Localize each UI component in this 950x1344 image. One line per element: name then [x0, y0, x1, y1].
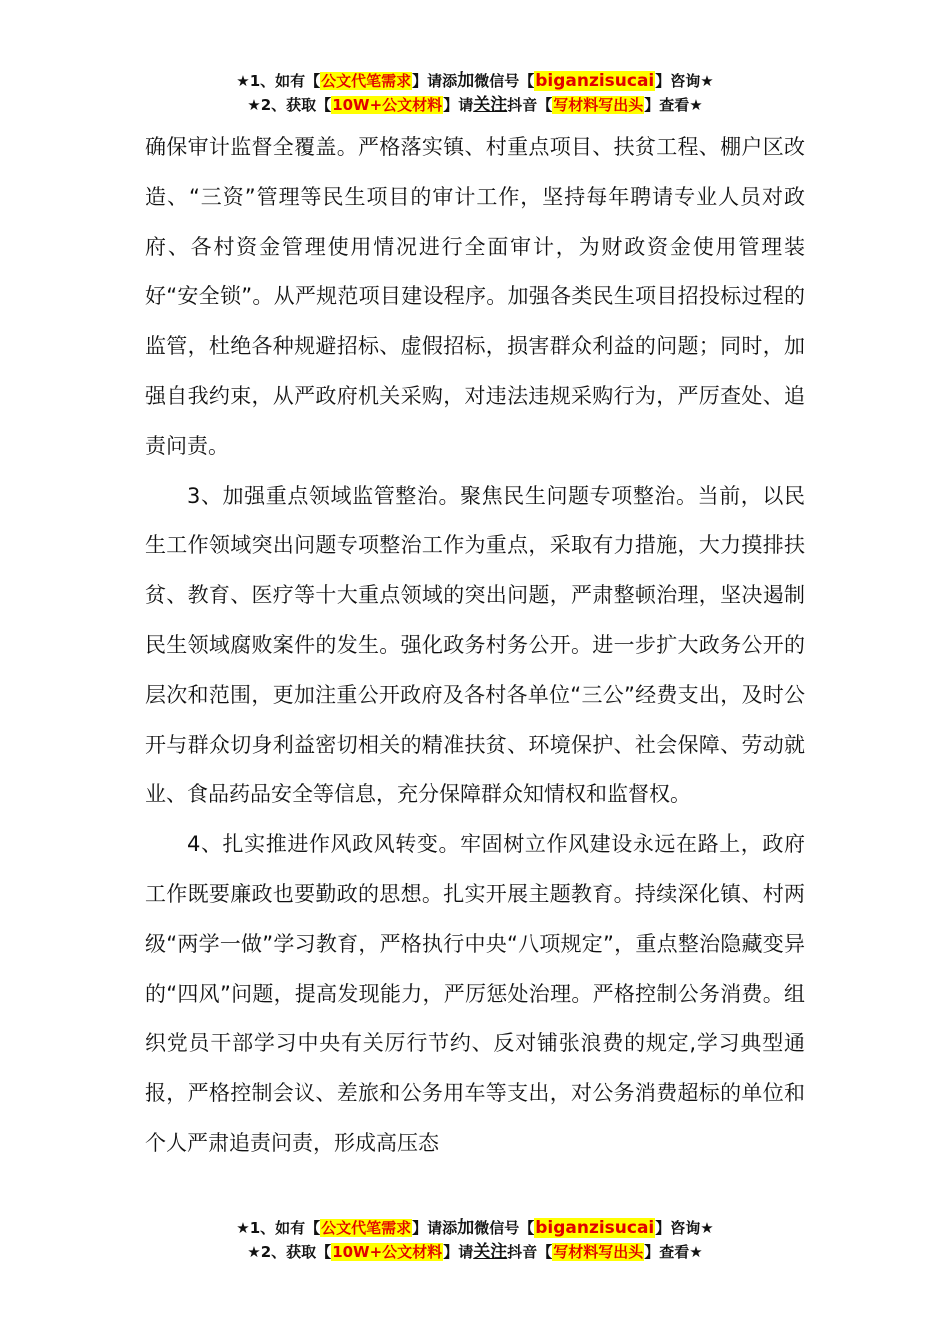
banner-text: 关注 [473, 1242, 508, 1262]
banner-text: 】请 [443, 1243, 474, 1261]
banner-text: 微信号【 [474, 72, 535, 90]
highlight-wechat-id: biganzisucai [535, 71, 655, 91]
header-banner [0, 69, 950, 117]
banner-line-2 [0, 93, 950, 117]
banner-text: 抖音【 [507, 1243, 553, 1261]
highlight-douyin-account: 写材料写出头 [553, 96, 644, 114]
banner-text: ★2、获取【 [247, 1243, 332, 1261]
banner-text: 】请添 [412, 1219, 458, 1237]
banner-text: ★1、如有【 [236, 1219, 321, 1237]
highlight-materials: 10W+公文材料 [332, 1243, 443, 1261]
banner-line-1 [0, 1216, 950, 1240]
banner-text: 】咨询★ [655, 1219, 714, 1237]
highlight-writing-service: 公文代笔需求 [321, 1219, 412, 1237]
highlight-wechat-id: biganzisucai [535, 1218, 655, 1238]
banner-text: 微信号【 [474, 1219, 535, 1237]
paragraph-section-3: 3、加强重点领域监管整治。聚焦民生问题专项整治。当前，以民生工作领域突出问题专项整治工作为重点，采取有力措施，大力摸排扶贫、教育、医疗等十大重点领域的突出问题，严肃整顿治理，坚决遏制民生领域腐败案件的发生。强化政务村务公开。进一步扩大政务公开的层次和范围，更加注重公开政府及各村各单位“三公”经费支出，及时公开与群众切身利益密切相关的精准扶贫、环境保护、社会保障、劳动就业、食品药品安全等信息，充分保障群众知情权和监督权。 [145, 483, 805, 807]
footer-banner [0, 1216, 950, 1264]
banner-line-1 [0, 69, 950, 93]
banner-text: 抖音【 [507, 96, 553, 114]
document-body [145, 123, 805, 1169]
banner-text: 】咨询★ [655, 72, 714, 90]
highlight-douyin-account: 写材料写出头 [553, 1243, 644, 1261]
banner-text: ★1、如有【 [236, 72, 321, 90]
highlight-writing-service: 公文代笔需求 [321, 72, 412, 90]
banner-text: 】查看★ [644, 1243, 703, 1261]
banner-text: 】请 [443, 96, 474, 114]
banner-text: 关注 [473, 95, 508, 115]
banner-text: 】查看★ [644, 96, 703, 114]
banner-text: 】请添 [412, 72, 458, 90]
paragraph-section-4: 4、扎实推进作风政风转变。牢固树立作风建设永远在路上，政府工作既要廉政也要勤政的思想。扎实开展主题教育。持续深化镇、村两级“两学一做”学习教育，严格执行中央“八项规定”，重点整治隐藏变异的“四风”问题，提高发现能力，严厉惩处治理。严格控制公务消费。组织党员干部学习中央有关厉行节约、反对铺张浪费的规定,学习典型通报，严格控制会议、差旅和公务用车等支出，对公务消费超标的单位和个人严肃追责问责，形成高压态 [145, 832, 805, 1155]
banner-line-2 [0, 1240, 950, 1264]
banner-text: 加 [457, 1218, 475, 1238]
paragraph-audit: 确保审计监督全覆盖。严格落实镇、村重点项目、扶贫工程、棚户区改造、“三资”管理等民生项目的审计工作，坚持每年聘请专业人员对政府、各村资金管理使用情况进行全面审计，为财政资金使用管理装好“安全锁”。从严规范项目建设程序。加强各类民生项目招投标过程的监管，杜绝各种规避招标、虚假招标，损害群众利益的问题；同时，加强自我约束，从严政府机关采购，对违法违规采购行为，严厉查处、追责问责。 [145, 135, 805, 458]
highlight-materials: 10W+公文材料 [332, 96, 443, 114]
banner-text: 加 [457, 71, 475, 91]
banner-text: ★2、获取【 [247, 96, 332, 114]
